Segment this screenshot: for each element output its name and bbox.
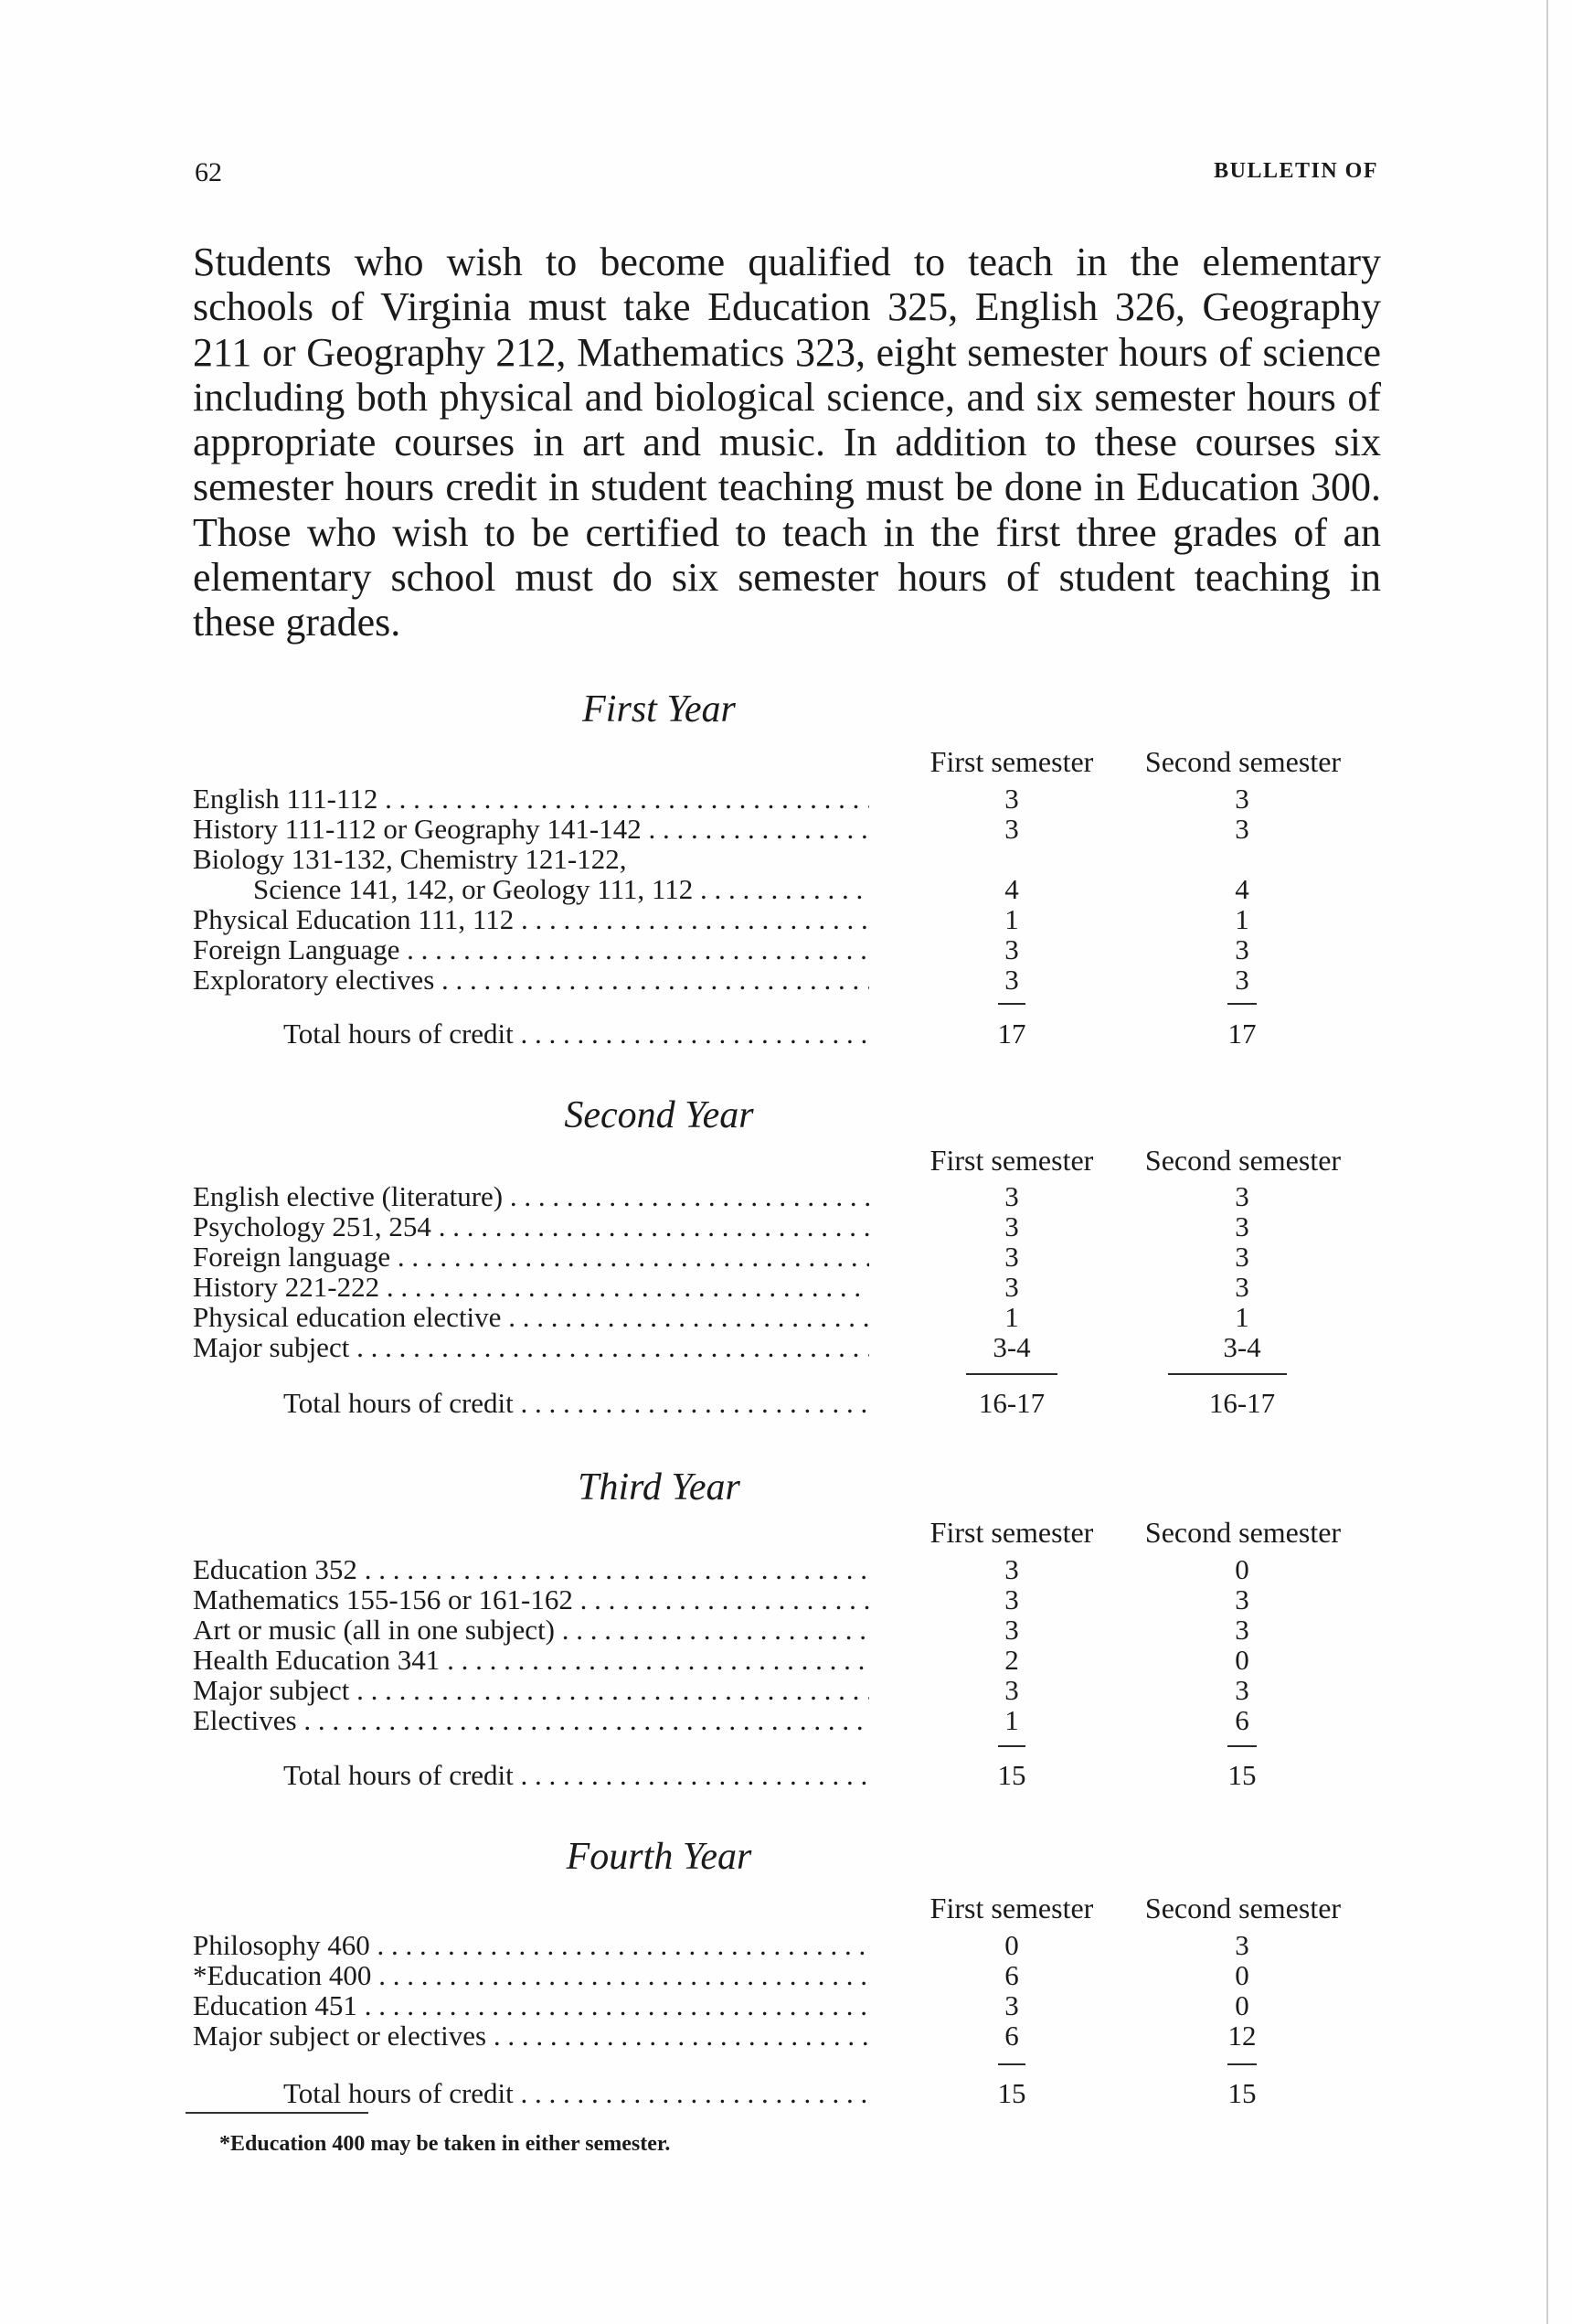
table-row [193,965,1381,996]
table-row [193,1272,1381,1303]
second-semester-value: 3 [1235,1180,1249,1212]
first-semester-value: 3 [1004,1210,1019,1242]
table-row [193,904,1381,935]
second-semester-value: 3 [1235,1674,1249,1706]
course-label: Biology 131-132, Chemistry 121-122, [193,844,627,875]
second-semester-value: 6 [1235,1704,1249,1736]
total-row [193,1760,1381,1791]
total-row [193,1018,1381,1050]
first-semester-value: 3 [1004,933,1019,965]
first-semester-value: 3 [1004,1180,1019,1212]
table-row [193,874,1381,905]
table-row [193,1554,1381,1585]
second-semester-total: 15 [1227,2077,1257,2109]
page-edge-shadow [1546,0,1548,2324]
course-label: Major subject . . . [193,1332,869,1363]
second-semester-value: 3 [1235,1929,1249,1961]
second-semester-value: 3 [1235,813,1249,845]
second-semester-total: 16-17 [1208,1387,1276,1419]
second-semester-total: 17 [1227,1018,1257,1050]
course-label: Philosophy 460 . . . [193,1930,869,1961]
first-semester-total: 16-17 [978,1387,1046,1419]
sum-rule [1227,2063,1257,2065]
first-semester-value: 3 [1004,1989,1019,2021]
table-row [193,1332,1381,1363]
table-row [193,1584,1381,1615]
first-semester-value: 3 [1004,783,1019,815]
second-semester-value: 3 [1235,933,1249,965]
column-header-second-semester: Second semester [1144,1144,1342,1177]
table-row [193,934,1381,965]
first-semester-value: 3 [1004,1674,1019,1706]
second-semester-value: 4 [1235,873,1249,905]
course-label: Major subject or electives . . . [193,2020,869,2052]
sum-rule [998,2063,1025,2065]
course-label: English elective (literature) . . . [193,1181,869,1212]
column-header-second-semester: Second semester [1144,745,1342,778]
first-semester-value: 3 [1004,1614,1019,1646]
table-row [193,844,1381,875]
course-label: English 111-112 . . . [193,784,869,815]
table-row [193,1242,1381,1273]
second-semester-value: 3 [1235,783,1249,815]
running-header [195,157,1378,194]
total-label: Total hours of credit . . . [283,1018,869,1050]
section-title: Third Year [578,1466,740,1508]
first-semester-value: 3 [1004,1241,1019,1273]
second-semester-total: 15 [1227,1759,1257,1791]
table-row [193,1181,1381,1212]
table-row [193,784,1381,815]
second-semester-value: 3 [1235,1210,1249,1242]
course-label: Foreign Language . . . [193,934,869,965]
sum-rule [1227,1003,1257,1005]
total-row [193,2078,1381,2109]
table-row [193,1211,1381,1242]
first-semester-total: 17 [997,1018,1026,1050]
course-label: Exploratory electives . . . [193,965,869,996]
page-number: 62 [195,157,222,187]
second-semester-value: 12 [1227,2020,1257,2052]
course-label: Education 352 . . . [193,1554,869,1585]
first-semester-value: 2 [1004,1644,1019,1676]
course-label: Psychology 251, 254 . . . [193,1211,869,1242]
course-label: *Education 400 . . . [193,1960,869,1991]
running-head: BULLETIN OF [1214,159,1378,183]
first-semester-total: 15 [997,1759,1026,1791]
first-semester-value: 3-4 [993,1331,1031,1363]
column-header-second-semester: Second semester [1144,1892,1342,1924]
table-row [193,1615,1381,1646]
course-label: Education 451 . . . [193,1990,869,2021]
first-semester-value: 3 [1004,813,1019,845]
first-semester-value: 3 [1004,964,1019,996]
sum-rule [998,1745,1025,1747]
sum-rule [966,1373,1057,1375]
first-semester-value: 1 [1004,1704,1019,1736]
course-label: History 111-112 or Geography 141-142 . . . [193,814,869,845]
table-row [193,1960,1381,1991]
course-label: Science 141, 142, or Geology 111, 112 . . . [253,874,869,905]
first-semester-value: 1 [1004,903,1019,935]
course-label: Art or music (all in one subject) . . . [193,1615,869,1646]
column-header-second-semester: Second semester [1144,1516,1342,1549]
second-semester-value: 3 [1235,964,1249,996]
course-label: Physical Education 111, 112 . . . [193,904,869,935]
second-semester-value: 0 [1235,1644,1249,1676]
sum-rule [1227,1745,1257,1747]
second-semester-value: 1 [1235,1301,1249,1333]
table-row [193,1705,1381,1736]
second-semester-value: 3 [1235,1241,1249,1273]
table-row [193,2020,1381,2052]
section-title: Fourth Year [566,1836,752,1878]
table-row [193,1675,1381,1706]
first-semester-value: 6 [1004,2020,1019,2052]
course-label: Major subject . . . [193,1675,869,1706]
course-label: Health Education 341 . . . [193,1645,869,1676]
table-row [193,1990,1381,2021]
first-semester-value: 0 [1004,1929,1019,1961]
section-title: First Year [582,688,736,730]
second-semester-value: 3 [1235,1271,1249,1303]
course-label: Foreign language . . . [193,1242,869,1273]
table-row [193,1930,1381,1961]
column-header-first-semester: First semester [929,1516,1094,1549]
second-semester-value: 3-4 [1223,1331,1261,1363]
course-label: Mathematics 155-156 or 161-162 . . . [193,1584,869,1615]
total-row [193,1388,1381,1419]
column-header-first-semester: First semester [929,1892,1094,1924]
first-semester-value: 3 [1004,1583,1019,1615]
first-semester-value: 3 [1004,1553,1019,1585]
total-label: Total hours of credit . . . [283,2078,869,2109]
first-semester-value: 3 [1004,1271,1019,1303]
table-row [193,814,1381,845]
second-semester-value: 0 [1235,1959,1249,1991]
first-semester-value: 1 [1004,1301,1019,1333]
table-row [193,1302,1381,1333]
course-label: Electives . . . [193,1705,869,1736]
second-semester-value: 1 [1235,903,1249,935]
second-semester-value: 3 [1235,1583,1249,1615]
column-header-first-semester: First semester [929,1144,1094,1177]
footnote: *Education 400 may be taken in either semester. [219,2132,671,2156]
footnote-rule [186,2112,368,2114]
second-semester-value: 3 [1235,1614,1249,1646]
total-label: Total hours of credit . . . [283,1760,869,1791]
first-semester-value: 4 [1004,873,1019,905]
column-header-first-semester: First semester [929,745,1094,778]
first-semester-total: 15 [997,2077,1026,2109]
course-label: History 221-222 . . . [193,1272,869,1303]
section-title: Second Year [564,1094,754,1136]
total-label: Total hours of credit . . . [283,1388,869,1419]
intro-paragraph: Students who wish to become qualified to teach in the elementary schools of Virginia must take Education 325, English 326, Geography 211 or Geography 212, Mathematics 323, eight semester hours of science including both physical and biological science, and six semester hours of appropriate courses in art and music. In addition to these courses six semester hours credit in student teaching must be done in Education 300. Those who wish to be certified to teach in the first three grades of an elementary school must do six semester hours of student teaching in these grades. [193,240,1381,645]
second-semester-value: 0 [1235,1553,1249,1585]
first-semester-value: 6 [1004,1959,1019,1991]
table-row [193,1645,1381,1676]
sum-rule [998,1003,1025,1005]
second-semester-value: 0 [1235,1989,1249,2021]
sum-rule [1168,1373,1287,1375]
course-label: Physical education elective . . . [193,1302,869,1333]
